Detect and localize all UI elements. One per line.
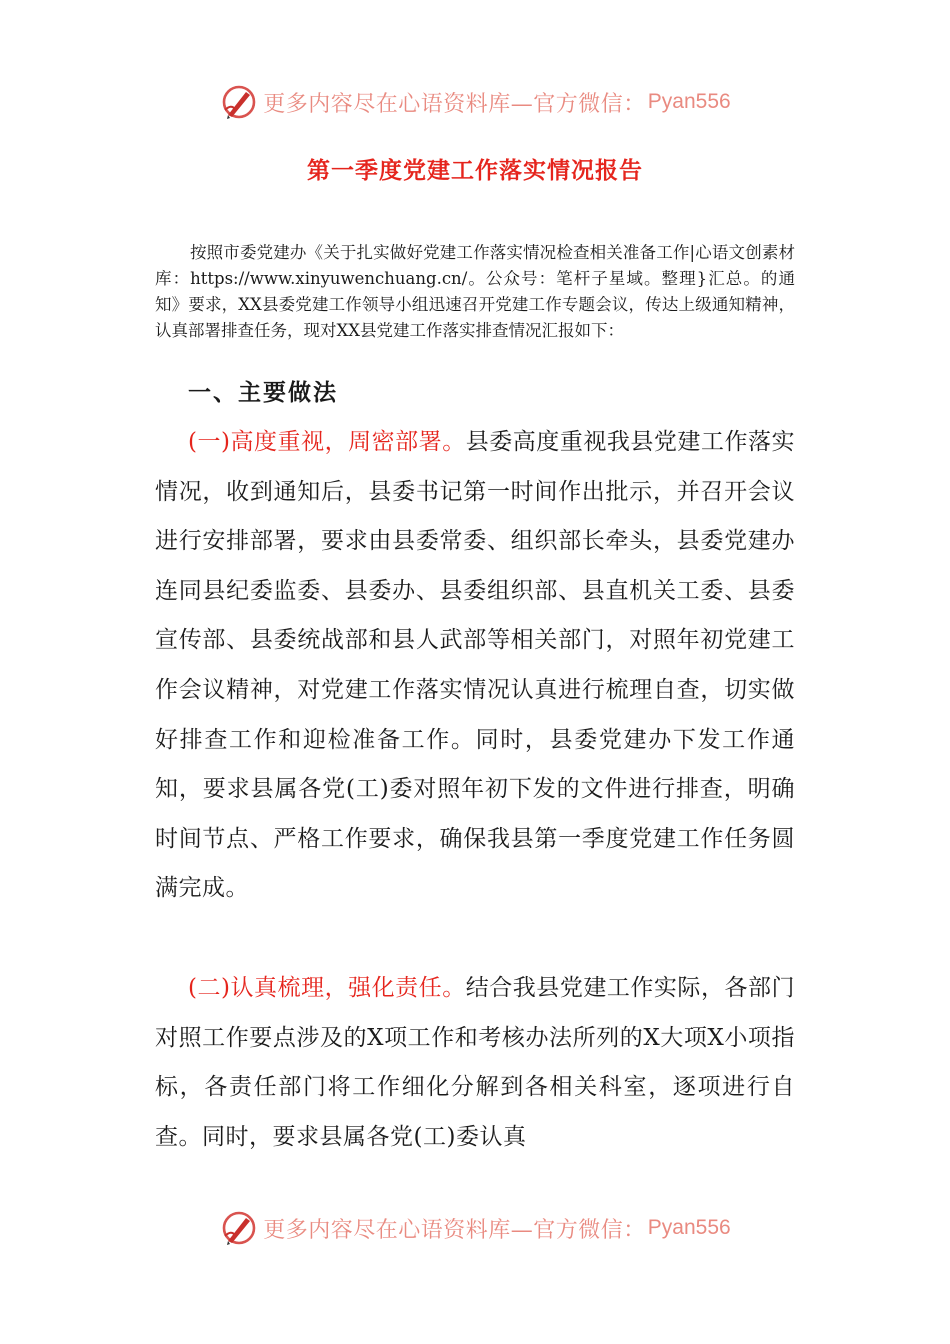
paragraph-lead: (二)认真梳理，强化责任。 — [188, 975, 466, 1001]
banner-wechat-id: Pyan556 — [647, 90, 731, 113]
section-heading: 一、主要做法 — [188, 379, 338, 406]
body-paragraph — [155, 418, 795, 914]
pen-logo-icon — [219, 1208, 259, 1248]
paragraph-body: 结合我县党建工作实际，各部门对照工作要点涉及的X项工作和考核办法所列的X大项X小项指标，各责任部门将工作细化分解到各相关科室，逐项进行自查。同时，要求县属各党(工)委认真 — [155, 975, 796, 1150]
intro-paragraph: 按照市委党建办《关于扎实做好党建工作落实情况检查相关准备工作|心语文创素材库：https://www.xinyuwenchuang.cn/。公众号：笔杆子星域。整理}汇总。的通知》要求，XX县委党建工作领导小组迅速召开党建工作专题会议，传达上级通知精神，认真部署排查任务，现对XX县党建工作落实排查情况汇报如下： — [155, 243, 795, 340]
banner-wechat-id: Pyan556 — [647, 1216, 731, 1239]
banner-text: 更多内容尽在心语资料库—官方微信： — [263, 1217, 646, 1243]
header-watermark-banner — [0, 82, 950, 122]
pen-logo-icon — [219, 82, 259, 122]
paragraph-body: 县委高度重视我县党建工作落实情况，收到通知后，县委书记第一时间作出批示，并召开会议进行安排部署，要求由县委常委、组织部长牵头，县委党建办连同县纪委监委、县委办、县委组织部、县直机关工委、县委宣传部、县委统战部和县人武部等相关部门，对照年初党建工作会议精神，对党建工作落实情况认真进行梳理自查，切实做好排查工作和迎检准备工作。同时，县委党建办下发工作通知，要求县属各党(工)委对照年初下发的文件进行排查，明确时间节点、严格工作要求，确保我县第一季度党建工作任务圆满完成。 — [155, 429, 796, 902]
banner-text: 更多内容尽在心语资料库—官方微信： — [263, 91, 646, 117]
footer-watermark-banner — [0, 1208, 950, 1248]
document-title: 第一季度党建工作落实情况报告 — [307, 157, 643, 184]
paragraph-lead: (一)高度重视，周密部署。 — [188, 429, 466, 455]
body-paragraph — [155, 964, 795, 1162]
